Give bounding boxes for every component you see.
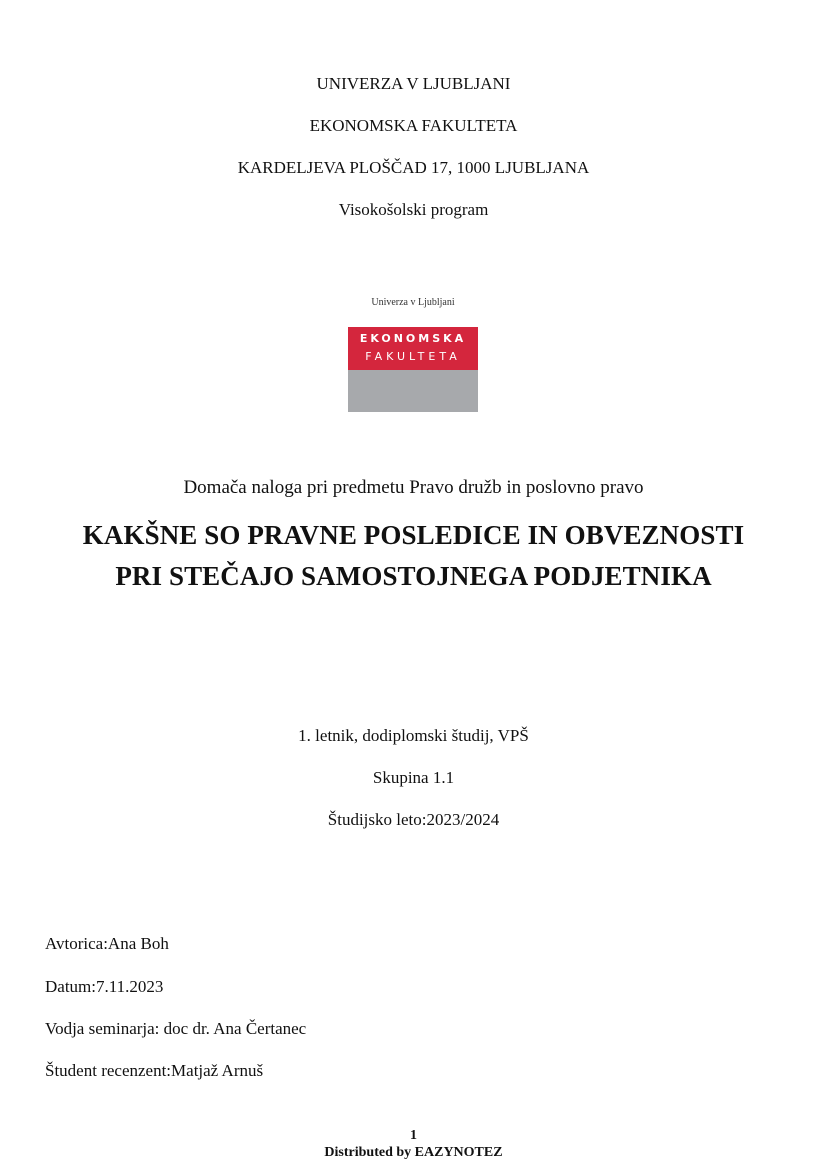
program-name: Visokošolski program	[338, 200, 489, 219]
study-group: Skupina 1.1	[372, 768, 455, 787]
faculty-address: KARDELJEVA PLOŠČAD 17, 1000 LJUBLJANA	[237, 158, 590, 177]
logo-word-fakulteta: FAKULTETA	[365, 350, 461, 363]
logo-university-text: Univerza v Ljubljani	[371, 297, 455, 308]
assignment-subtitle: Domača naloga pri predmetu Pravo družb in poslovno pravo	[183, 477, 644, 498]
assignment-title-line2: PRI STEČAJO SAMOSTOJNEGA PODJETNIKA	[115, 561, 712, 591]
academic-year: Študijsko leto:2023/2024	[327, 810, 500, 829]
reviewer-line: Študent recenzent:Matjaž Arnuš	[45, 1061, 264, 1080]
logo-grey-block	[348, 370, 478, 412]
assignment-title-line1: KAKŠNE SO PRAVNE POSLEDICE IN OBVEZNOSTI	[82, 520, 745, 550]
faculty-name: EKONOMSKA FAKULTETA	[309, 116, 518, 135]
author-line: Avtorica:Ana Boh	[45, 934, 169, 953]
university-name: UNIVERZA V LJUBLJANI	[316, 74, 511, 93]
study-year: 1. letnik, dodiplomski študij, VPŠ	[298, 726, 529, 745]
logo-word-ekonomska: EKONOMSKA	[359, 332, 467, 345]
distributed-by-footer: Distributed by EAZYNOTEZ	[324, 1145, 503, 1160]
supervisor-line: Vodja seminarja: doc dr. Ana Čertanec	[45, 1019, 307, 1038]
page-number: 1	[410, 1128, 417, 1143]
logo-red-block	[348, 327, 478, 370]
faculty-logo	[348, 297, 478, 412]
date-line: Datum:7.11.2023	[45, 977, 164, 996]
